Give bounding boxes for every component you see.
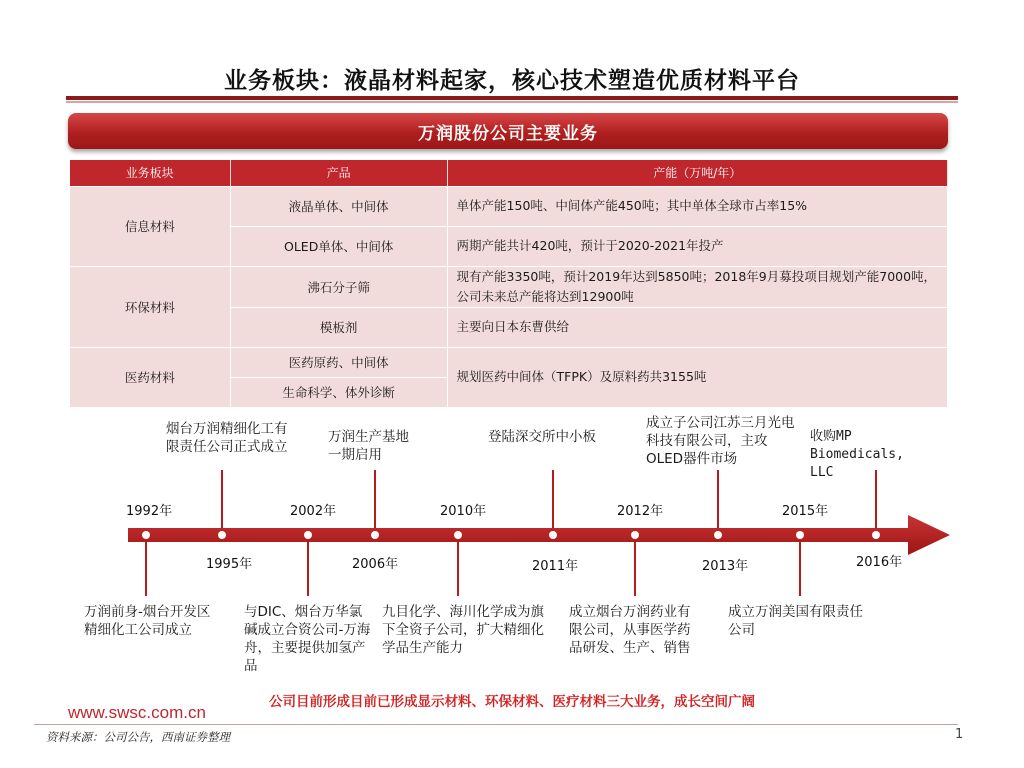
page-title: 业务板块：液晶材料起家，核心技术塑造优质材料平台	[224, 68, 800, 94]
summary-note: 公司目前形成目前已形成显示材料、环保材料、医疗材料三大业务，成长空间广阔	[269, 694, 755, 710]
dot-2002	[304, 531, 312, 539]
dot-2011	[549, 531, 557, 539]
event-2006: 万润生产基地一期启用	[328, 429, 409, 463]
event-2015: 成立万润美国有限责任公司	[728, 604, 863, 638]
dot-2012	[631, 531, 639, 539]
year-2006: 2006年	[352, 557, 399, 572]
event-2002: 与DIC、烟台万华氯碱成立合资公司-万海舟，主要提供加氢产品	[244, 604, 371, 674]
dot-2010	[454, 531, 462, 539]
year-1992: 1992年	[126, 504, 173, 519]
section-banner: 万润股份公司主要业务	[68, 113, 948, 149]
year-2016: 2016年	[856, 555, 903, 570]
page-number: 1	[955, 727, 964, 742]
segment-cell: 环保材料	[70, 266, 231, 347]
event-1992: 万润前身-烟台开发区精细化工公司成立	[84, 604, 211, 638]
segment-cell: 信息材料	[70, 186, 231, 266]
segment-cell: 医药材料	[70, 347, 231, 407]
capacity-cell: 单体产能150吨、中间体产能450吨；其中单体全球市占率15%	[447, 186, 947, 226]
capacity-cell: 主要向日本东曹供给	[447, 307, 947, 347]
year-1995: 1995年	[206, 557, 253, 572]
product-cell: 液晶单体、中间体	[230, 186, 447, 226]
dot-1995	[218, 531, 226, 539]
product-cell: 沸石分子筛	[230, 266, 447, 307]
header-product: 产品	[230, 160, 447, 186]
dot-2013	[714, 531, 722, 539]
event-1995: 烟台万润精细化工有限责任公司正式成立	[166, 421, 288, 455]
timeline-arrow	[128, 515, 950, 555]
dot-2015	[796, 531, 804, 539]
capacity-cell: 规划医药中间体（TFPK）及原料药共3155吨	[447, 347, 947, 407]
year-2002: 2002年	[290, 504, 337, 519]
website-logo[interactable]: www.swsc.com.cn	[68, 703, 206, 722]
capacity-cell: 现有产能3350吨，预计2019年达到5850吨；2018年9月募投项目规划产能7000吨，公司未来总产能将达到12900吨	[447, 266, 947, 307]
event-2011: 登陆深交所中小板	[488, 429, 596, 445]
product-cell: OLED单体、中间体	[230, 226, 447, 266]
product-cell: 生命科学、体外诊断	[230, 377, 447, 407]
year-2013: 2013年	[702, 559, 749, 574]
source-note: 资料来源：公司公告，西南证券整理	[46, 730, 230, 744]
dot-1992	[142, 531, 150, 539]
event-2012: 成立烟台万润药业有限公司，从事医学药品研发、生产、销售	[569, 604, 691, 656]
header-segment: 业务板块	[70, 160, 231, 186]
header-capacity: 产能（万吨/年）	[447, 160, 947, 186]
capacity-cell: 两期产能共计420吨，预计于2020-2021年投产	[447, 226, 947, 266]
event-2010: 九目化学、海川化学成为旗下全资子公司，扩大精细化学品生产能力	[382, 604, 544, 656]
dot-2016	[872, 531, 880, 539]
event-2016: 收购MP Biomedicals, LLC	[810, 429, 904, 480]
event-2013: 成立子公司江苏三月光电科技有限公司，主攻OLED器件市场	[646, 415, 795, 467]
dot-2006	[371, 531, 379, 539]
product-cell: 医药原药、中间体	[230, 347, 447, 377]
year-2011: 2011年	[532, 559, 579, 574]
year-2010: 2010年	[440, 504, 487, 519]
product-cell: 模板剂	[230, 307, 447, 347]
year-2015: 2015年	[782, 504, 829, 519]
footer-divider	[34, 724, 958, 725]
year-2012: 2012年	[617, 504, 664, 519]
